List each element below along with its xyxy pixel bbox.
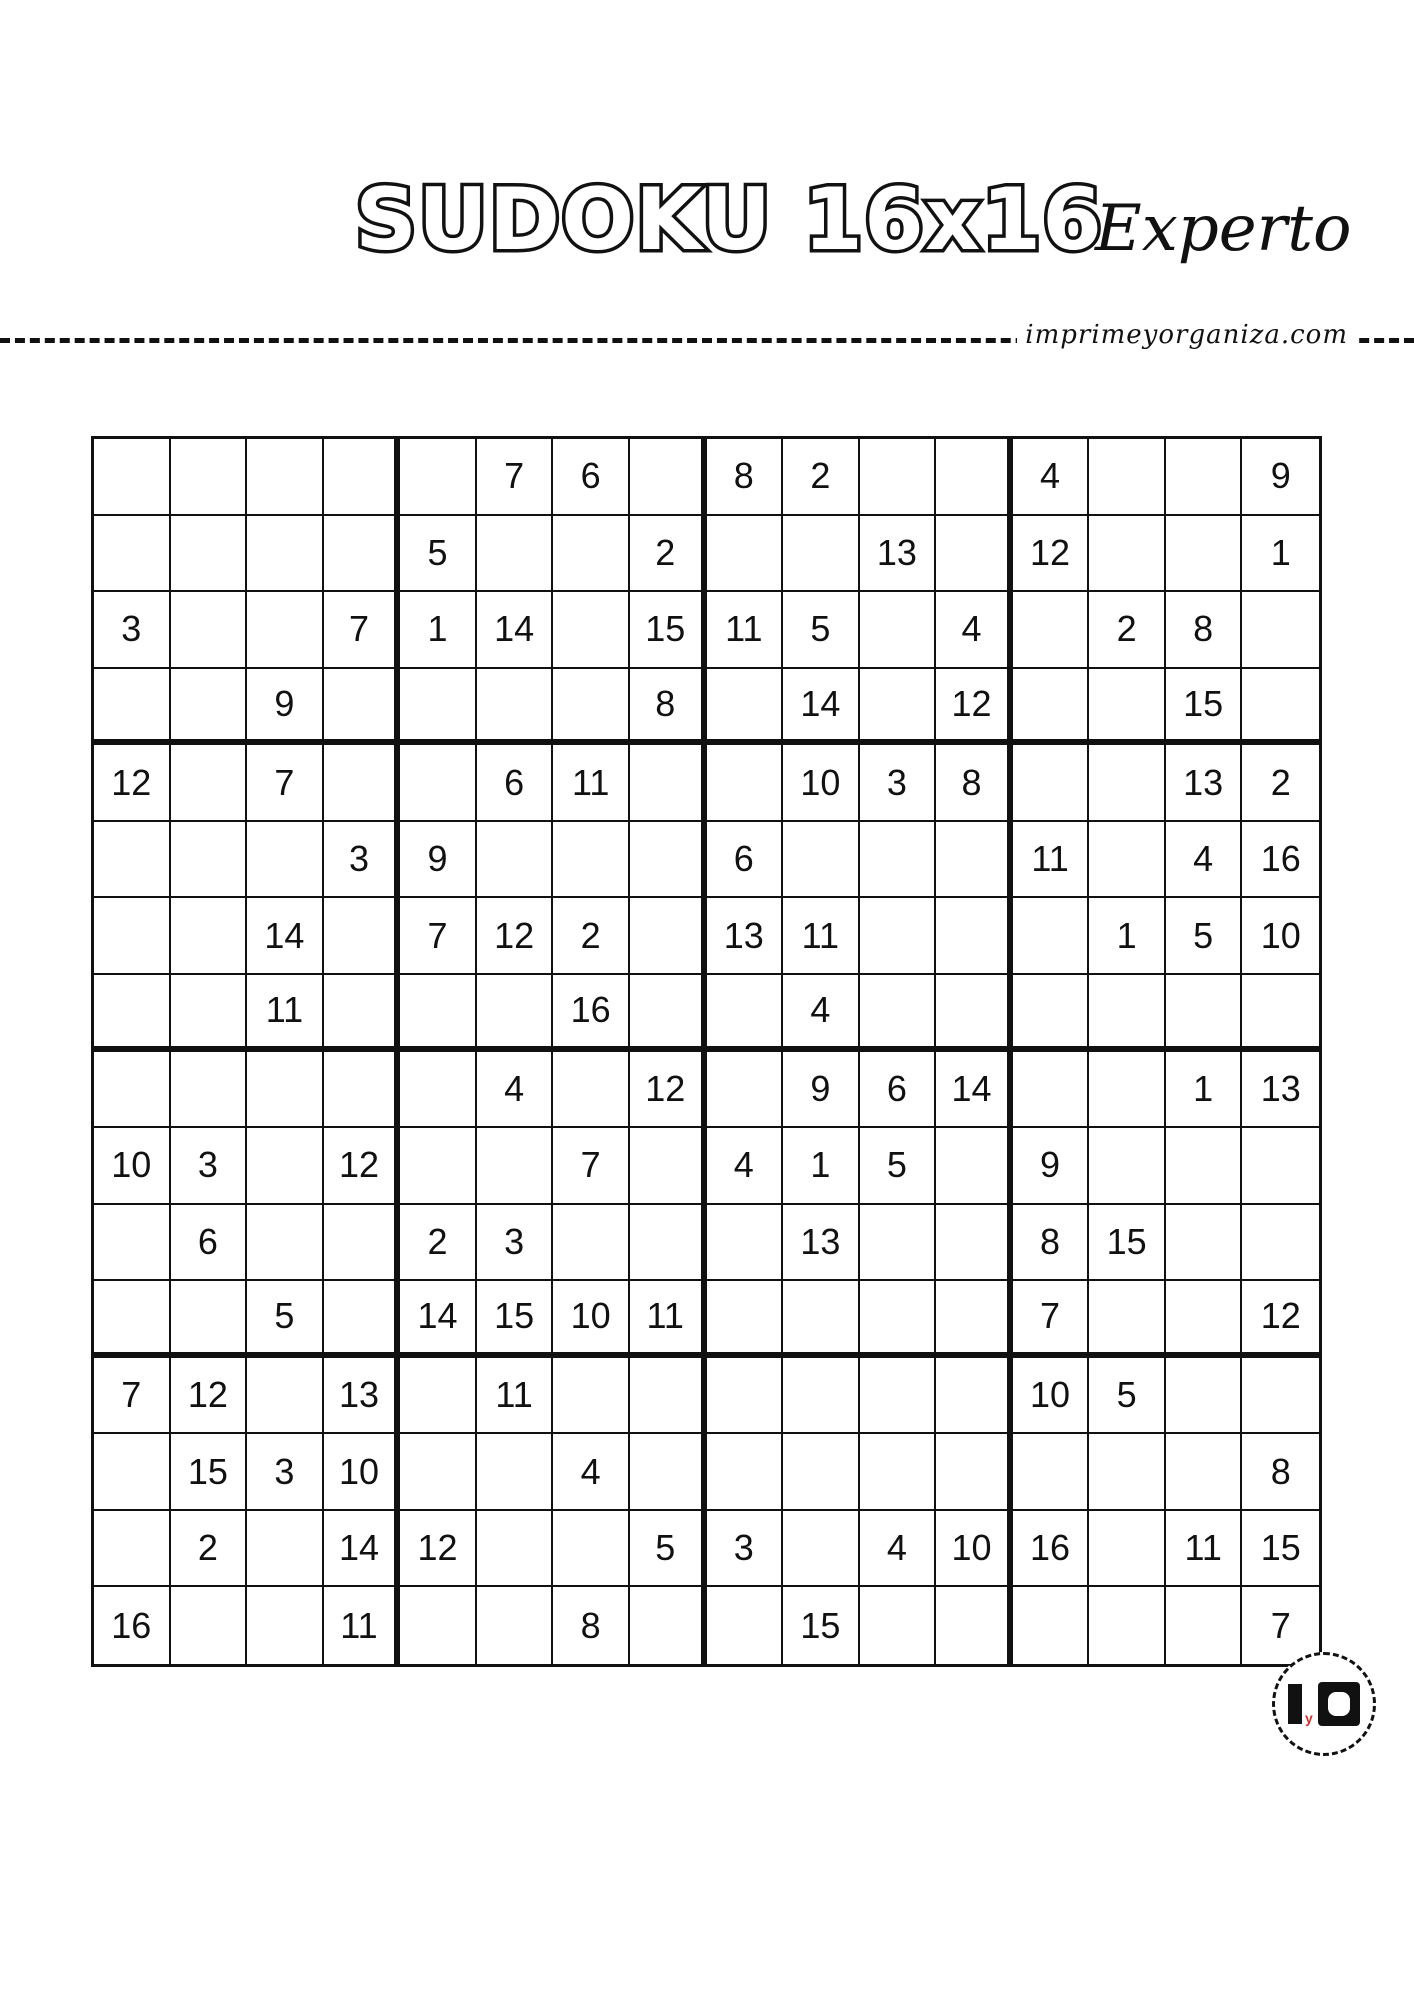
page-header [355,170,1352,300]
empty-cell [171,669,248,746]
given-cell: 14 [324,1511,401,1588]
empty-cell [247,1511,324,1588]
given-cell: 4 [553,1434,630,1511]
empty-cell [936,1205,1013,1282]
empty-cell [247,439,324,516]
given-cell: 7 [477,439,554,516]
given-cell: 15 [1242,1511,1319,1588]
given-cell: 7 [94,1358,171,1435]
empty-cell [707,1052,784,1129]
given-cell: 16 [1013,1511,1090,1588]
given-cell: 6 [171,1205,248,1282]
empty-cell [171,975,248,1052]
empty-cell [630,1205,707,1282]
given-cell: 7 [1013,1281,1090,1358]
empty-cell [1166,1281,1243,1358]
empty-cell [1242,669,1319,746]
empty-cell [936,1281,1013,1358]
given-cell: 12 [324,1128,401,1205]
empty-cell [400,1434,477,1511]
empty-cell [707,1205,784,1282]
empty-cell [400,439,477,516]
empty-cell [553,592,630,669]
given-cell: 2 [400,1205,477,1282]
given-cell: 3 [171,1128,248,1205]
given-cell: 10 [324,1434,401,1511]
empty-cell [477,669,554,746]
empty-cell [1089,1281,1166,1358]
given-cell: 11 [247,975,324,1052]
given-cell: 12 [630,1052,707,1129]
empty-cell [94,822,171,899]
empty-cell [477,1511,554,1588]
given-cell: 1 [1242,516,1319,593]
given-cell: 15 [171,1434,248,1511]
empty-cell [630,898,707,975]
given-cell: 15 [783,1587,860,1664]
empty-cell [1242,592,1319,669]
empty-cell [783,516,860,593]
empty-cell [1166,1434,1243,1511]
empty-cell [1013,592,1090,669]
given-cell: 10 [553,1281,630,1358]
given-cell: 3 [94,592,171,669]
empty-cell [324,898,401,975]
empty-cell [707,975,784,1052]
given-cell: 1 [783,1128,860,1205]
empty-cell [783,822,860,899]
empty-cell [630,439,707,516]
empty-cell [1166,1587,1243,1664]
empty-cell [1242,975,1319,1052]
given-cell: 4 [477,1052,554,1129]
given-cell: 8 [1242,1434,1319,1511]
given-cell: 13 [707,898,784,975]
logo-icon [1282,1674,1366,1734]
empty-cell [936,1434,1013,1511]
empty-cell [1242,1128,1319,1205]
empty-cell [1089,669,1166,746]
given-cell: 16 [553,975,630,1052]
empty-cell [707,1587,784,1664]
given-cell: 8 [936,745,1013,822]
empty-cell [477,822,554,899]
given-cell: 2 [630,516,707,593]
given-cell: 11 [783,898,860,975]
empty-cell [400,1587,477,1664]
empty-cell [1089,975,1166,1052]
given-cell: 12 [171,1358,248,1435]
empty-cell [860,1281,937,1358]
empty-cell [1166,1128,1243,1205]
empty-cell [630,1128,707,1205]
empty-cell [783,1434,860,1511]
given-cell: 10 [1013,1358,1090,1435]
empty-cell [400,1052,477,1129]
given-cell: 5 [630,1511,707,1588]
empty-cell [630,1358,707,1435]
empty-cell [94,1281,171,1358]
given-cell: 11 [553,745,630,822]
empty-cell [171,592,248,669]
empty-cell [94,669,171,746]
given-cell: 5 [783,592,860,669]
given-cell: 4 [860,1511,937,1588]
empty-cell [477,1128,554,1205]
empty-cell [860,1434,937,1511]
empty-cell [1013,1434,1090,1511]
empty-cell [1089,439,1166,516]
empty-cell [171,898,248,975]
given-cell: 11 [324,1587,401,1664]
empty-cell [860,592,937,669]
empty-cell [324,439,401,516]
empty-cell [171,822,248,899]
empty-cell [860,669,937,746]
given-cell: 9 [247,669,324,746]
empty-cell [936,822,1013,899]
given-cell: 1 [1089,898,1166,975]
given-cell: 15 [1089,1205,1166,1282]
empty-cell [1013,898,1090,975]
given-cell: 12 [477,898,554,975]
given-cell: 12 [936,669,1013,746]
empty-cell [324,669,401,746]
empty-cell [936,1358,1013,1435]
given-cell: 15 [1166,669,1243,746]
page-title: SUDOKU 16x16 [355,170,1103,270]
given-cell: 11 [477,1358,554,1435]
empty-cell [94,439,171,516]
given-cell: 3 [324,822,401,899]
given-cell: 5 [1166,898,1243,975]
empty-cell [1166,1205,1243,1282]
empty-cell [1089,516,1166,593]
given-cell: 12 [1013,516,1090,593]
given-cell: 2 [171,1511,248,1588]
empty-cell [1242,1358,1319,1435]
empty-cell [1013,745,1090,822]
empty-cell [860,975,937,1052]
empty-cell [1013,1052,1090,1129]
given-cell: 1 [1166,1052,1243,1129]
empty-cell [94,898,171,975]
empty-cell [553,1511,630,1588]
empty-cell [247,1128,324,1205]
given-cell: 14 [477,592,554,669]
empty-cell [324,975,401,1052]
empty-cell [783,1358,860,1435]
given-cell: 2 [1242,745,1319,822]
empty-cell [171,1281,248,1358]
given-cell: 15 [630,592,707,669]
empty-cell [860,1358,937,1435]
empty-cell [94,1511,171,1588]
given-cell: 6 [553,439,630,516]
given-cell: 11 [707,592,784,669]
empty-cell [936,516,1013,593]
empty-cell [630,822,707,899]
empty-cell [1089,1511,1166,1588]
given-cell: 3 [247,1434,324,1511]
given-cell: 5 [247,1281,324,1358]
empty-cell [1242,1205,1319,1282]
empty-cell [1089,1052,1166,1129]
given-cell: 7 [1270,1604,1291,1646]
empty-cell [553,1205,630,1282]
given-cell: 12 [400,1511,477,1588]
given-cell: 10 [783,745,860,822]
given-cell: 13 [1242,1052,1319,1129]
empty-cell [400,1358,477,1435]
given-cell: 4 [1013,439,1090,516]
empty-cell [94,1205,171,1282]
empty-cell [1166,1358,1243,1435]
empty-cell [936,975,1013,1052]
empty-cell [553,822,630,899]
given-cell: 16 [1242,822,1319,899]
empty-cell [247,592,324,669]
given-cell: 6 [707,822,784,899]
given-cell: 12 [1242,1281,1319,1358]
empty-cell [400,975,477,1052]
empty-cell [477,1587,554,1664]
svg-text:y: y [1305,1710,1313,1726]
given-cell: 2 [553,898,630,975]
given-cell: 5 [860,1128,937,1205]
given-cell: 6 [860,1052,937,1129]
given-cell: 5 [400,516,477,593]
empty-cell [324,1052,401,1129]
empty-cell [324,1281,401,1358]
empty-cell [94,1434,171,1511]
empty-cell [324,1205,401,1282]
given-cell: 10 [94,1128,171,1205]
empty-cell [630,745,707,822]
empty-cell [707,1434,784,1511]
empty-cell [171,516,248,593]
given-cell: 13 [783,1205,860,1282]
given-cell: 9 [783,1052,860,1129]
given-cell: 7 [324,592,401,669]
empty-cell [860,1205,937,1282]
empty-cell [707,1358,784,1435]
empty-cell [936,898,1013,975]
empty-cell [247,822,324,899]
empty-cell [553,516,630,593]
empty-cell [400,745,477,822]
empty-cell [936,439,1013,516]
given-cell: 14 [783,669,860,746]
given-cell: 13 [324,1358,401,1435]
empty-cell [553,669,630,746]
given-cell: 10 [936,1511,1013,1588]
empty-cell [860,439,937,516]
empty-cell [477,1434,554,1511]
empty-cell [707,745,784,822]
empty-cell [171,745,248,822]
given-cell: 8 [553,1587,630,1664]
empty-cell [324,516,401,593]
given-cell: 9 [400,822,477,899]
empty-cell [171,1052,248,1129]
empty-cell [94,1052,171,1129]
given-cell: 1 [400,592,477,669]
empty-cell [1013,1587,1090,1664]
empty-cell [94,975,171,1052]
given-cell: 3 [707,1511,784,1588]
given-cell: 11 [630,1281,707,1358]
empty-cell [1089,1128,1166,1205]
empty-cell [1089,745,1166,822]
given-cell: 6 [477,745,554,822]
empty-cell [707,1281,784,1358]
difficulty-label: Experto [1095,192,1352,266]
empty-cell [400,1128,477,1205]
empty-cell [1089,1434,1166,1511]
given-cell: 8 [630,669,707,746]
empty-cell [477,516,554,593]
given-cell: 4 [936,592,1013,669]
empty-cell [1166,439,1243,516]
given-cell: 8 [1013,1205,1090,1282]
empty-cell [783,1281,860,1358]
empty-cell [553,1052,630,1129]
given-cell: 15 [477,1281,554,1358]
empty-cell [553,1358,630,1435]
given-cell: 7 [400,898,477,975]
given-cell: 11 [1166,1511,1243,1588]
given-cell: 2 [783,439,860,516]
empty-cell [247,516,324,593]
given-cell: 9 [1242,439,1319,516]
empty-cell [630,1434,707,1511]
empty-cell [247,1587,324,1664]
empty-cell [783,1511,860,1588]
given-cell: 2 [1089,592,1166,669]
empty-cell [247,1358,324,1435]
empty-cell [1089,1587,1166,1664]
empty-cell [1166,516,1243,593]
given-cell: 14 [400,1281,477,1358]
given-cell: 13 [1166,745,1243,822]
empty-cell [324,745,401,822]
given-cell: 11 [1013,822,1090,899]
given-cell: 7 [553,1128,630,1205]
website-label: imprimeyorganiza.com [1017,320,1356,350]
empty-cell [247,1052,324,1129]
given-cell: 13 [860,516,937,593]
empty-cell [477,975,554,1052]
empty-cell [707,669,784,746]
sudoku-board [91,436,1322,1667]
empty-cell [860,898,937,975]
given-cell: 4 [1166,822,1243,899]
empty-cell [630,1587,707,1664]
empty-cell [936,1587,1013,1664]
empty-cell [247,1205,324,1282]
empty-cell [171,1587,248,1664]
given-cell: 7 [247,745,324,822]
empty-cell [1013,669,1090,746]
empty-cell [94,516,171,593]
given-cell: 3 [477,1205,554,1282]
given-cell: 4 [707,1128,784,1205]
given-cell: 4 [783,975,860,1052]
empty-cell [1166,975,1243,1052]
given-cell: 3 [860,745,937,822]
given-cell: 5 [1089,1358,1166,1435]
empty-cell [171,439,248,516]
brand-logo [1272,1652,1376,1756]
empty-cell [707,516,784,593]
given-cell: 10 [1242,898,1319,975]
given-cell: 8 [1166,592,1243,669]
given-cell: 9 [1013,1128,1090,1205]
given-cell: 16 [94,1587,171,1664]
empty-cell [400,669,477,746]
empty-cell [860,822,937,899]
given-cell: 8 [707,439,784,516]
given-cell: 14 [247,898,324,975]
empty-cell [1089,822,1166,899]
given-cell: 12 [94,745,171,822]
empty-cell [1013,975,1090,1052]
given-cell: 14 [936,1052,1013,1129]
empty-cell [860,1587,937,1664]
empty-cell [936,1128,1013,1205]
empty-cell [630,975,707,1052]
